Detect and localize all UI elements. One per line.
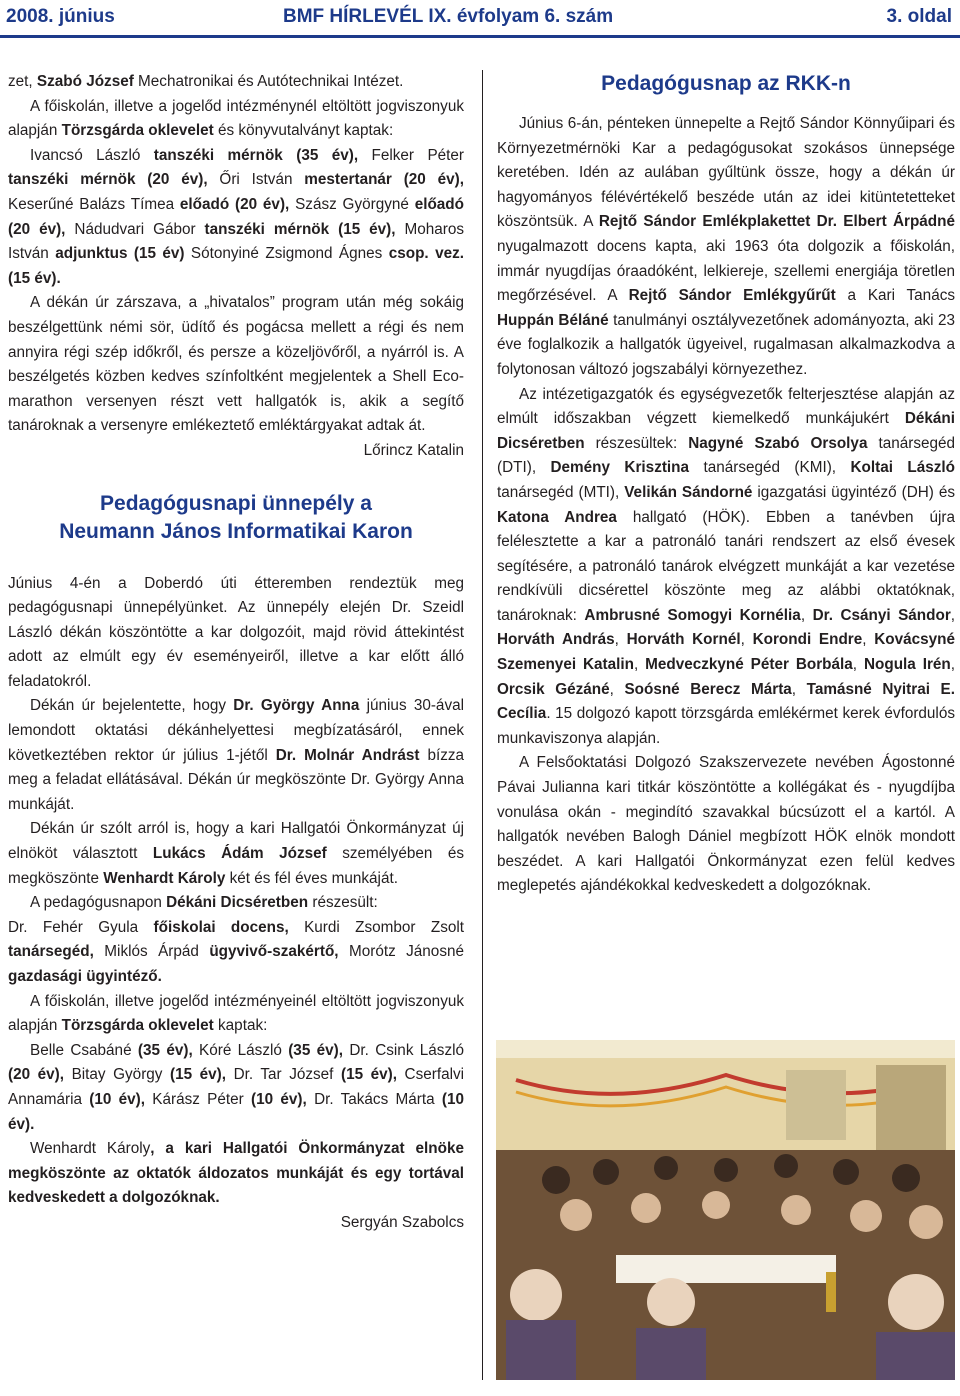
article-heading xyxy=(8,490,464,546)
paragraph: Június 6-án, pénteken ünnepelte a Rejtő Sándor Könnyűipari és Környezetmérnöki Kar a pedagógusokat szokásos ünnepsége keretében. Idén az aulában gyűltünk össze, hogy a dékán úr hagyományos félévértékelő beszéde után az idei kitüntetetteket köszöntsük. A Rejtő Sándor Emlékplakettet Dr. Elbert Árpádné nyugalmazott docens kapta, aki 1963 óta dolgozik a főiskolán, immár nyugdíjas óraadóként, lelkiereje, szellemi energiája töretlen megőrzésével. A Rejtő Sándor Emlékgyűrűt a Kari Tanács Huppán Béláné tanulmányi osztályvezetőnek adományozta, aki 23 éve foglalkozik a hallgatók ügyeivel, rugalmasan alkalmazkodva a folytonosan változó jogszabályi környezethez. xyxy=(497,115,956,378)
bold-name: Velikán Sándorné xyxy=(624,483,753,501)
paragraph: A pedagógusnapon Dékáni Dicséretben részesült: xyxy=(30,894,378,912)
paragraph: Belle Csabáné (35 év), Kóré László (35 év), Dr. Csink László (20 év), Bitay György (15 év), Dr. Tar József (15 év), Cserfalvi Annamária (10 év), Kárász Péter (10 év), Dr. Takács Márta (10 év). xyxy=(8,1041,465,1133)
bold-name: Törzsgárda oklevelet xyxy=(61,122,214,140)
paragraph: Wenhardt Károly, a kari Hallgatói Önkormányzat elnöke megköszönte az oktatók áldozatos munkáját és egy tortával kedveskedett a dolgozóknak. xyxy=(8,1140,464,1207)
bold-name: (10 év). xyxy=(8,1090,464,1133)
paragraph: A főiskolán, illetve jogelőd intézményeinél eltöltött jogviszonyuk alapján Törzsgárda oklevelet kaptak: xyxy=(8,992,464,1035)
photo-illustration xyxy=(496,1040,955,1380)
bold-name: Kovácsyné Szemenyei Katalin xyxy=(497,631,956,674)
right-column xyxy=(497,70,955,899)
paragraph: Ivancsó László tanszéki mérnök (35 év), Felker Péter tanszéki mérnök (20 év), Őri István mestertanár (20 év), Keserűné Balázs Tímea előadó (20 év), Szász Györgyné előadó (20 év), Nádudvari Gábor tanszéki mérnök (15 év), Moharos István adjunktus (15 év) Sótonyiné Zsigmond Ágnes csop. vez.(15 év). xyxy=(8,146,465,287)
bold-name: Törzsgárda oklevelet xyxy=(61,1017,214,1035)
bold-name: Soósné Berecz Márta xyxy=(624,680,792,698)
bold-name: tanársegéd, xyxy=(8,943,105,961)
bold-name: előadó (20 év), xyxy=(8,195,464,238)
header-rule xyxy=(0,35,960,38)
bold-name: Dékáni Dicséretben xyxy=(166,894,309,912)
bold-name: tanszéki mérnök (15 év), xyxy=(195,220,405,238)
bold-name: (10 év), xyxy=(81,1090,153,1108)
bold-name: Huppán Béláné xyxy=(497,311,609,329)
bold-name: Tamásné Nyitrai E. Cecília xyxy=(497,680,956,723)
bold-name: Rejtő Sándor Emlékplakettet Dr. Elbert Árpádné xyxy=(598,213,955,231)
bold-name: gazdasági ügyintéző. xyxy=(8,968,162,985)
bold-name: (15 év), xyxy=(333,1066,405,1084)
bold-name: (35 év), xyxy=(131,1041,200,1059)
bold-name: Rejtő Sándor Emlékgyűrűt xyxy=(628,287,836,305)
bold-name: (20 év), xyxy=(8,1066,72,1084)
bold-name: előadó (20 év), xyxy=(174,195,296,213)
bold-name: Koltai László xyxy=(850,459,955,477)
page-number: 3. oldal xyxy=(886,6,952,27)
bold-name: csop. vez.(15 év). xyxy=(8,245,464,287)
bold-name: Ambrusné Somogyi Kornélia xyxy=(584,606,801,624)
bold-name: főiskolai docens, xyxy=(138,918,305,936)
publication-title: BMF HÍRLEVÉL IX. évfolyam 6. szám xyxy=(283,6,614,27)
paragraph: Dr. Fehér Gyula főiskolai docens, Kurdi Zsombor Zsolt tanársegéd, Miklós Árpád ügyvivő-szakértő, Morótz Jánosné gazdasági ügyintéző. xyxy=(8,918,465,985)
bold-name: Nagyné Szabó Orsolya xyxy=(688,434,868,452)
bold-name: Lukács Ádám József xyxy=(152,845,327,863)
paragraph: A dékán úr zárszava, a „hivatalos” program után még sokáig beszélgettünk némi sör, üdítő és pogácsa mellett a régi és nem annyira régi szép időkről, és persze a közeljövőről, a nyárról is. A beszélgetés közben kedves színfoltként megjelentek a Shell Eco-marathon versenyen részt vett hallgatók is, akik a segítő tanároknak a versenyre emlékeztető emléktárgyakat adtak át. xyxy=(8,294,464,435)
column-divider xyxy=(482,70,483,1380)
paragraph: zet, Szabó József Mechatronikai és Autótechnikai Intézet. xyxy=(8,73,404,90)
bold-name: Wenhardt Károly xyxy=(103,869,226,887)
bold-name: ügyvivő-szakértő, xyxy=(198,943,349,961)
heading-line: Pedagógusnapi ünnepély a xyxy=(100,491,372,515)
bold-name: Katona Andrea xyxy=(497,508,617,526)
bold-name: (15 év), xyxy=(162,1066,234,1084)
bold-name: mestertanár (20 év), xyxy=(292,171,465,189)
bold-name: Nogula Irén xyxy=(863,656,951,674)
left-column xyxy=(8,70,464,1236)
bold-name: Dr. Csányi Sándor xyxy=(812,606,951,624)
issue-date: 2008. június xyxy=(6,6,115,27)
bold-name: Dr. Molnár Andrást xyxy=(275,746,420,764)
bold-name: Medveczkyné Péter Borbála xyxy=(645,656,853,674)
paragraph: Június 4-én a Doberdó úti étteremben rendeztük meg pedagógusnapi ünnepélyünket. Az ünnepély elején Dr. Szeidl László dékán köszöntötte a kar dolgozóit, majd rövid áttekintést adott az elmúlt egy év eseményeiről, illetve a kar előtt álló feladatokról. xyxy=(8,574,464,690)
bold-name: adjunktus (15 év) xyxy=(48,245,191,263)
bold-name: Horváth András xyxy=(497,631,615,649)
page-header xyxy=(0,0,960,36)
bold-name: Orcsik Gézáné xyxy=(497,680,610,698)
bold-name: Szabó József xyxy=(36,73,134,90)
paragraph: Dékán úr szólt arról is, hogy a kari Hallgatói Önkormányzat új elnököt választott Lukács Ádám József személyében és megköszönte Wenhardt Károly két és fél éves munkáját. xyxy=(8,820,464,887)
bold-name: Horváth Kornél xyxy=(626,631,741,649)
paragraph: Az intézetigazgatók és egységvezetők felterjesztése alapján az elmúlt időszakban végzett kiemelkedő munkájukért Dékáni Dicséretben részesültek: Nagyné Szabó Orsolya tanársegéd (DTI), Demény Krisztina tanársegéd (KMI), Koltai László tanársegéd (MTI), Velikán Sándorné igazgatási ügyintéző (DH) és Katona Andrea hallgató (HÖK). Ebben a tanévben újra felélesztette a kar a patronáló tanári rendszert az első évesek segítésére, a patronáló tanárok elvégzett munkáját a kar vezetése rendkívüli dicsérettel köszönte meg az alábbi oktatóknak, tanároknak: Ambrusné Somogyi Kornélia, Dr. Csányi Sándor, Horváth András, Horváth Kornél, Korondi Endre, Kovácsyné Szemenyei Katalin, Medveczkyné Péter Borbála, Nogula Irén, Orcsik Gézáné, Soósné Berecz Márta, Tamásné Nyitrai E. Cecília. 15 dolgozó kapott törzsgárda emlékérmet kerek évfordulós munkaviszonya alapján. xyxy=(497,385,956,747)
bold-name: Korondi Endre xyxy=(752,631,863,649)
article-heading: Pedagógusnap az RKK-n xyxy=(601,72,851,95)
bold-name: Demény Krisztina xyxy=(550,459,690,477)
bold-name: tanszéki mérnök (20 év), xyxy=(8,171,220,189)
bold-name: tanszéki mérnök (35 év), xyxy=(140,146,372,164)
paragraph: A főiskolán, illetve a jogelőd intézménynél eltöltött jogviszonyuk alapján Törzsgárda oklevelet és könyvutalványt kaptak: xyxy=(8,97,464,140)
bold-name: (35 év), xyxy=(281,1041,350,1059)
bold-name: Dékáni Dicséretben xyxy=(497,410,955,452)
bold-name: (10 év), xyxy=(243,1090,315,1108)
paragraph: A Felsőoktatási Dolgozó Szakszervezete nevében Ágostonné Pávai Julianna kari titkár köszöntötte a kollégákat és - nyugdíjba vonulása okán - megindító szavakkal búcsúzott el a kartól. A hallgatók nevében Balogh Dániel megbízott HÖK elnök mondott beszédet. A kari Hallgatói Önkormányzat ezen felül kedves meglepetés ajándékokkal kedveskedett a dolgozóknak. xyxy=(497,754,955,895)
bold-name: Dr. György Anna xyxy=(233,697,360,715)
paragraph: Dékán úr bejelentette, hogy Dr. György Anna június 30-ával lemondott oktatási dékánhelyettesi megbízatásáról, ennek következtében rektor úr július 1-jétől Dr. Molnár Andrást bízza meg a feladat ellátásával. Dékán úr megköszönte Dr. György Anna munkáját. xyxy=(8,697,465,813)
event-photo-icon xyxy=(496,1040,955,1380)
heading-line: Neumann János Informatikai Karon xyxy=(59,519,413,543)
bold-name: , a kari Hallgatói Önkormányzat elnöke megköszönte az oktatók áldozatos munkáját és egy tortával kedveskedett a dolgozóknak. xyxy=(8,1140,464,1207)
author-signature: Lőrincz Katalin xyxy=(363,441,464,459)
author-signature: Sergyán Szabolcs xyxy=(340,1213,464,1231)
